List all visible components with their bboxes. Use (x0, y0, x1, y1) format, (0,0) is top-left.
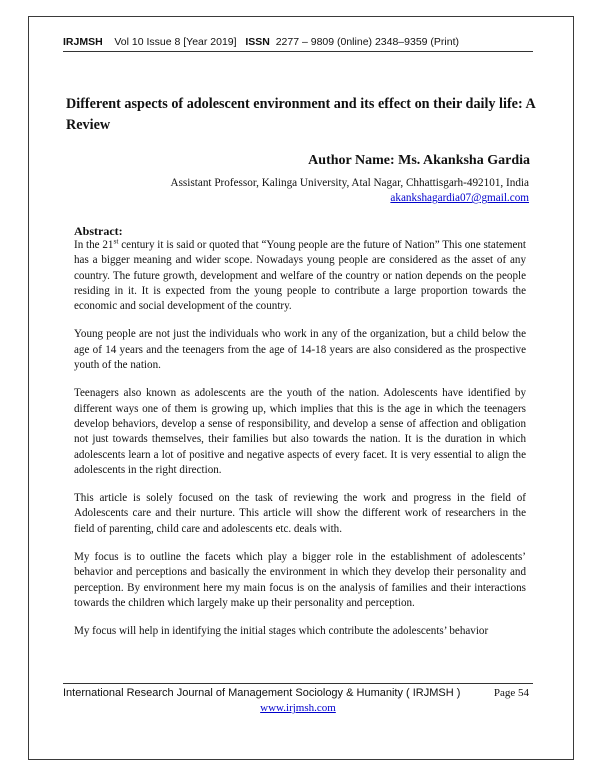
volume-info: Vol 10 Issue 8 [Year 2019] (114, 36, 237, 48)
abstract-paragraph: Teenagers also known as adolescents are the youth of the nation. Adolescents have identified by different ways one of them is growing up, which implies that this is the age in which the teenagers develop behaviors, develop a sense of responsibility, and develop a sense of affection and obligation not just towards themselves, their families but also towards the nation. It is the duration in which adolescents learn a lot of positive and negative aspects of every facet. It is very essential to align the adolescents in the right direction. (74, 387, 526, 476)
author-affiliation: Assistant Professor, Kalinga University, Atal Nagar, Chhattisgarh-492101, India (170, 177, 529, 189)
abstract-paragraph: My focus will help in identifying the initial stages which contribute the adolescents’ behavior (74, 625, 489, 638)
superscript: st (113, 236, 119, 246)
author-name: Author Name: Ms. Akanksha Gardia (308, 153, 530, 168)
paragraph-text: century it is said or quoted that “Young people are the future of Nation” This one statement has a bigger meaning and wider scope. Nowadays young people are considered as the asset of any country. The future growth, development and welfare of the country or nation depends on the people residing in it. It is expected from the young people to contribute a large proportion towards the economic and social development of the country. (74, 239, 527, 313)
page-number: Page 54 (493, 687, 529, 699)
running-header (63, 36, 533, 48)
issn-value: 2277 – 9809 (0nline) 2348–9359 (Print) (275, 36, 460, 48)
paper-title: Different aspects of adolescent environment and its effect on their daily life: A Review (66, 96, 535, 133)
abstract-paragraph: My focus is to outline the facets which play a bigger role in the establishment of adolescents’ behavior and perceptions and basically the environment in which they develop their personality and perception. By environment here my main focus is on the analysis of families and their interactions towards the children which largely make up their personality and perception. (74, 551, 526, 609)
abstract-paragraph: Young people are not just the individuals who work in any of the organization, but a child below the age of 14 years and the teenagers from the age of 14-18 years are also considered as the prospective youth of the nation. (74, 328, 526, 372)
journal-full-name: International Research Journal of Management Sociology & Humanity ( IRJMSH ) (63, 687, 461, 699)
author-affiliation-block (66, 176, 529, 206)
abstract-heading: Abstract: (74, 224, 123, 238)
author-email-link[interactable]: akankshagardia07@gmail.com (390, 192, 529, 204)
footer-divider (63, 683, 533, 684)
running-footer (63, 687, 533, 699)
journal-abbr: IRJMSH (63, 36, 103, 48)
journal-website-link[interactable]: www.irjmsh.com (260, 702, 336, 714)
paragraph-text: In the 21 (74, 239, 114, 251)
abstract-paragraph (74, 238, 526, 314)
header-divider (63, 51, 533, 52)
issn-label: ISSN (245, 36, 270, 48)
abstract-paragraph: This article is solely focused on the task of reviewing the work and progress in the field of Adolescents care and their nurture. This article will show the different work of researchers in the field of parenting, child care and adolescents etc. deals with. (74, 492, 526, 535)
abstract-body (74, 238, 526, 653)
